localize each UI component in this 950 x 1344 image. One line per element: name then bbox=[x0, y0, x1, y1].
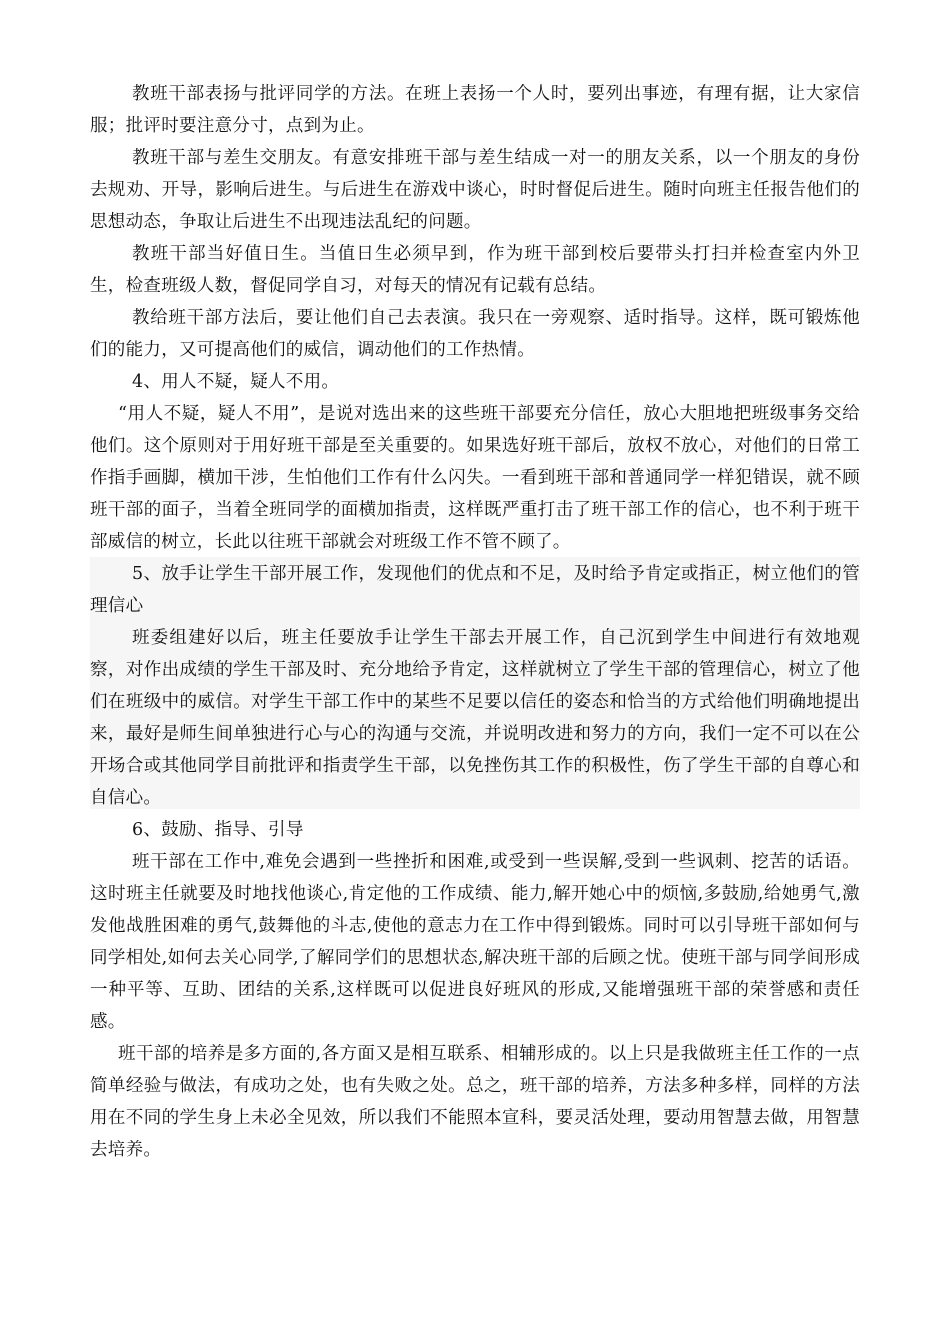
paragraph-trust-cadres: “用人不疑，疑人不用”，是说对选出来的这些班干部要充分信任，放心大胆地把班级事务交给他们。这个原则对于用好班干部是至关重要的。如果选好班干部后，放权不放心，对他们的日常工作指手画脚，横加干涉，生怕他们工作有什么闪失。一看到班干部和普通同学一样犯错误，就不顾班干部的面子，当着全班同学的面横加指责，这样既严重打击了班干部工作的信心，也不利于班干部威信的树立，长此以往班干部就会对班级工作不管不顾了。 bbox=[90, 404, 860, 552]
heading-item-5: 5、放手让学生干部开展工作，发现他们的优点和不足，及时给予肯定或指正，树立他们的管理信心 bbox=[90, 564, 860, 616]
paragraph-conclusion: 班干部的培养是多方面的,各方面又是相互联系、相辅形成的。以上只是我做班主任工作的一点简单经验与做法，有成功之处，也有失败之处。总之，班干部的培养，方法多种多样，同样的方法用在不同的学生身上未必全见效，所以我们不能照本宣科，要灵活处理，要动用智慧去做，用智慧去培养。 bbox=[90, 1044, 860, 1160]
heading-item-4: 4、用人不疑，疑人不用。 bbox=[132, 372, 340, 392]
paragraph-encourage-guide: 班干部在工作中,难免会遇到一些挫折和困难,或受到一些误解,受到一些讽刺、挖苦的话语。这时班主任就要及时地找他谈心,肯定他的工作成绩、能力,解开她心中的烦恼,多鼓励,给她勇气,激发他战胜困难的勇气,鼓舞他的斗志,使他的意志力在工作中得到锻炼。同时可以引导班干部如何与同学相处,如何去关心同学,了解同学们的思想状态,解决班干部的后顾之忧。使班干部与同学间形成一种平等、互助、团结的关系,这样既可以促进良好班风的形成,又能增强班干部的荣誉感和责任感。 bbox=[90, 852, 860, 1032]
paragraph-let-them-perform: 教给班干部方法后，要让他们自己去表演。我只在一旁观察、适时指导。这样，既可锻炼他们的能力，又可提高他们的威信，调动他们的工作热情。 bbox=[90, 308, 860, 360]
paragraph-duty-student: 教班干部当好值日生。当值日生必须早到，作为班干部到校后要带头打扫并检查室内外卫生，检查班级人数，督促同学自习，对每天的情况有记载有总结。 bbox=[90, 244, 860, 296]
paragraph-praise-criticism: 教班干部表扬与批评同学的方法。在班上表扬一个人时，要列出事迹，有理有据，让大家信服；批评时要注意分寸，点到为止。 bbox=[90, 84, 860, 136]
paragraph-befriend-students: 教班干部与差生交朋友。有意安排班干部与差生结成一对一的朋友关系，以一个朋友的身份去规劝、开导，影响后进生。与后进生在游戏中谈心，时时督促后进生。随时向班主任报告他们的思想动态，争取让后进生不出现违法乱纪的问题。 bbox=[90, 148, 860, 232]
paragraph-class-committee: 班委组建好以后，班主任要放手让学生干部去开展工作，自己沉到学生中间进行有效地观察，对作出成绩的学生干部及时、充分地给予肯定，这样就树立了学生干部的管理信心，树立了他们在班级中的威信。对学生干部工作中的某些不足要以信任的姿态和恰当的方式给他们明确地提出来，最好是师生间单独进行心与心的沟通与交流，并说明改进和努力的方向，我们一定不可以在公开场合或其他同学目前批评和指责学生干部，以免挫伤其工作的积极性，伤了学生干部的自尊心和自信心。 bbox=[90, 628, 860, 808]
heading-item-6: 6、鼓励、指导、引导 bbox=[132, 820, 304, 840]
